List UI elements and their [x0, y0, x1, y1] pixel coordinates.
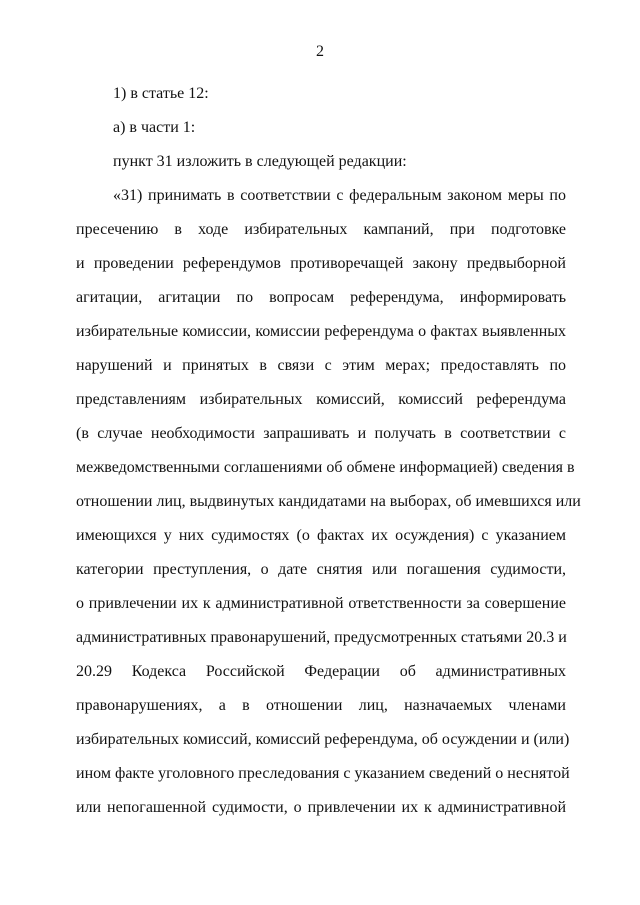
text-line-8: избирательные комиссии, комиссии референдума о фактах выявленных	[76, 323, 566, 340]
text-line-3: пункт 31 изложить в следующей редакции:	[113, 153, 407, 170]
text-line-20: избирательных комиссий, комиссий референдума, об осуждении и (или)	[76, 731, 570, 748]
text-line-13: отношении лиц, выдвинутых кандидатами на выборах, об имевшихся или	[76, 493, 581, 510]
text-line-16: о привлечении их к административной ответственности за совершение	[76, 595, 566, 612]
text-line-14: имеющихся у них судимостях (о фактах их осуждения) с указанием	[76, 527, 566, 544]
page-number: 2	[316, 43, 324, 60]
text-line-21: ином факте уголовного преследования с указанием сведений о неснятой	[76, 765, 570, 782]
text-line-6: и проведении референдумов противоречащей закону предвыборной	[76, 255, 566, 272]
text-line-4: «31) принимать в соответствии с федеральным законом меры по	[113, 187, 566, 204]
text-line-19: правонарушениях, а в отношении лиц, назначаемых членами	[76, 697, 566, 714]
text-line-12: межведомственными соглашениями об обмене информацией) сведения в	[76, 459, 575, 476]
text-line-7: агитации, агитации по вопросам референдума, информировать	[76, 289, 566, 306]
text-line-22: или непогашенной судимости, о привлечении их к административной	[76, 799, 566, 816]
text-line-17: административных правонарушений, предусмотренных статьями 20.3 и	[76, 629, 567, 646]
text-line-18: 20.29 Кодекса Российской Федерации об административных	[76, 663, 566, 680]
text-line-10: представлениям избирательных комиссий, комиссий референдума	[76, 391, 566, 408]
text-line-11: (в случае необходимости запрашивать и получать в соответствии с	[76, 425, 566, 442]
text-line-2: а) в части 1:	[113, 119, 196, 136]
text-line-15: категории преступления, о дате снятия или погашения судимости,	[76, 561, 566, 578]
text-line-9: нарушений и принятых в связи с этим мерах; предоставлять по	[76, 357, 566, 374]
text-line-1: 1) в статье 12:	[113, 85, 209, 102]
text-line-5: пресечению в ходе избирательных кампаний, при подготовке	[76, 221, 566, 238]
